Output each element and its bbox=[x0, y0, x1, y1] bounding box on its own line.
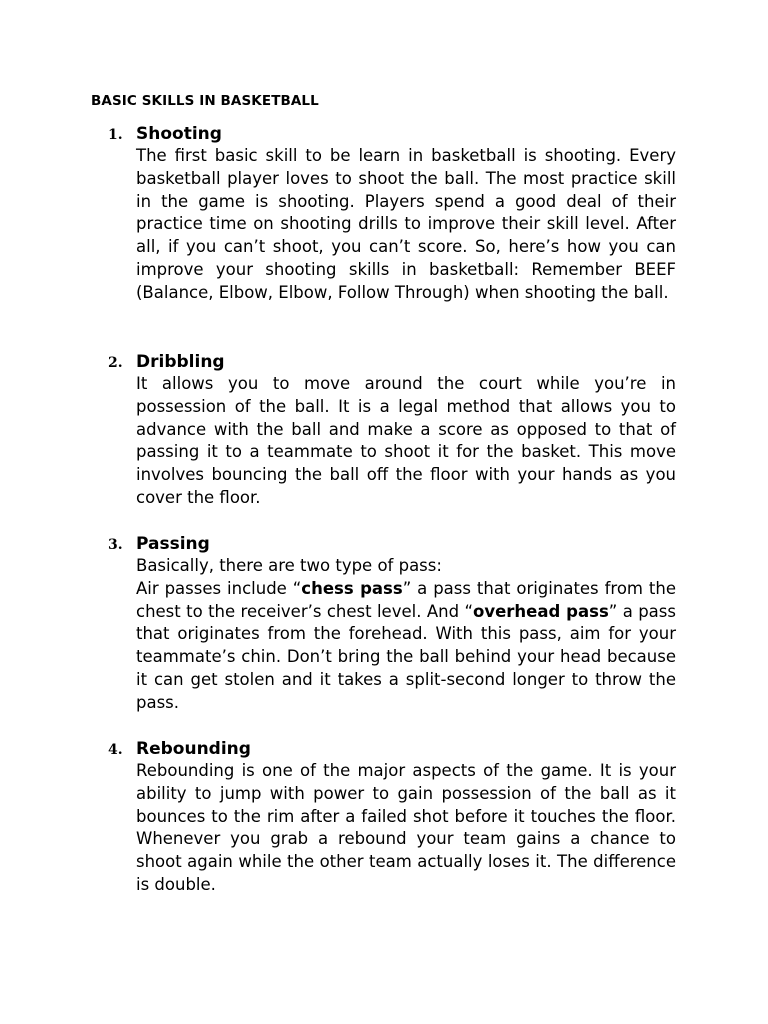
section-number: 4. bbox=[108, 742, 123, 758]
text-segment: Air passes include “ bbox=[136, 578, 302, 598]
section-header bbox=[108, 738, 678, 760]
section-body: The first basic skill to be learn in basketball is shooting. Every basketball player loves to shoot the ball. The most practice skill in the game is shooting. Players spend a good deal of their practice time on shooting drills to improve their skill level. After all, if you can’t shoot, you can’t score. So, here’s how you can improve your shooting skills in basketball: Remember BEEF (Balance, Elbow, Elbow, Follow Through) when shooting the ball. bbox=[136, 146, 676, 302]
section-body: It allows you to move around the court while you’re in possession of the ball. It is a legal method that allows you to advance with the ball and make a score as opposed to that of passing it to a teammate to shoot it for the basket. This move involves bouncing the ball off the floor with your hands as you cover the floor. bbox=[136, 374, 676, 507]
section-intro: Basically, there are two type of pass: bbox=[136, 556, 442, 575]
section-paragraph bbox=[136, 578, 676, 715]
section-body bbox=[136, 555, 676, 715]
text-segment: ” a pass that originates from the forehead. With this pass, aim for your teammate’s chin. Don’t bring the ball behind your head because it can get stolen and it takes a split-second longer to throw the pass. bbox=[136, 601, 676, 712]
section-shooting bbox=[108, 123, 678, 305]
section-number: 2. bbox=[108, 355, 123, 371]
section-heading: Rebounding bbox=[136, 739, 251, 759]
section-passing bbox=[108, 533, 678, 715]
section-number: 3. bbox=[108, 537, 123, 553]
section-dribbling bbox=[108, 351, 678, 510]
section-heading: Passing bbox=[136, 534, 210, 554]
section-header bbox=[108, 123, 678, 145]
section-heading: Shooting bbox=[136, 124, 222, 144]
text-segment: ” a pass that originates from the chest to the receiver’s chest level. And “ bbox=[136, 578, 676, 621]
section-heading: Dribbling bbox=[136, 352, 225, 372]
overhead-pass-term: overhead pass bbox=[473, 601, 609, 621]
section-header bbox=[108, 533, 678, 555]
section-rebounding bbox=[108, 738, 678, 897]
chess-pass-term: chess pass bbox=[301, 578, 403, 598]
section-body: Rebounding is one of the major aspects of the game. It is your ability to jump with power to gain possession of the ball as it bounces to the rim after a failed shot before it touches the floor. Whenever you grab a rebound your team gains a chance to shoot again while the other team actually loses it. The difference is double. bbox=[136, 761, 676, 894]
document-title: BASIC SKILLS IN BASKETBALL bbox=[91, 93, 319, 109]
section-number: 1. bbox=[108, 127, 123, 143]
section-header bbox=[108, 351, 678, 373]
